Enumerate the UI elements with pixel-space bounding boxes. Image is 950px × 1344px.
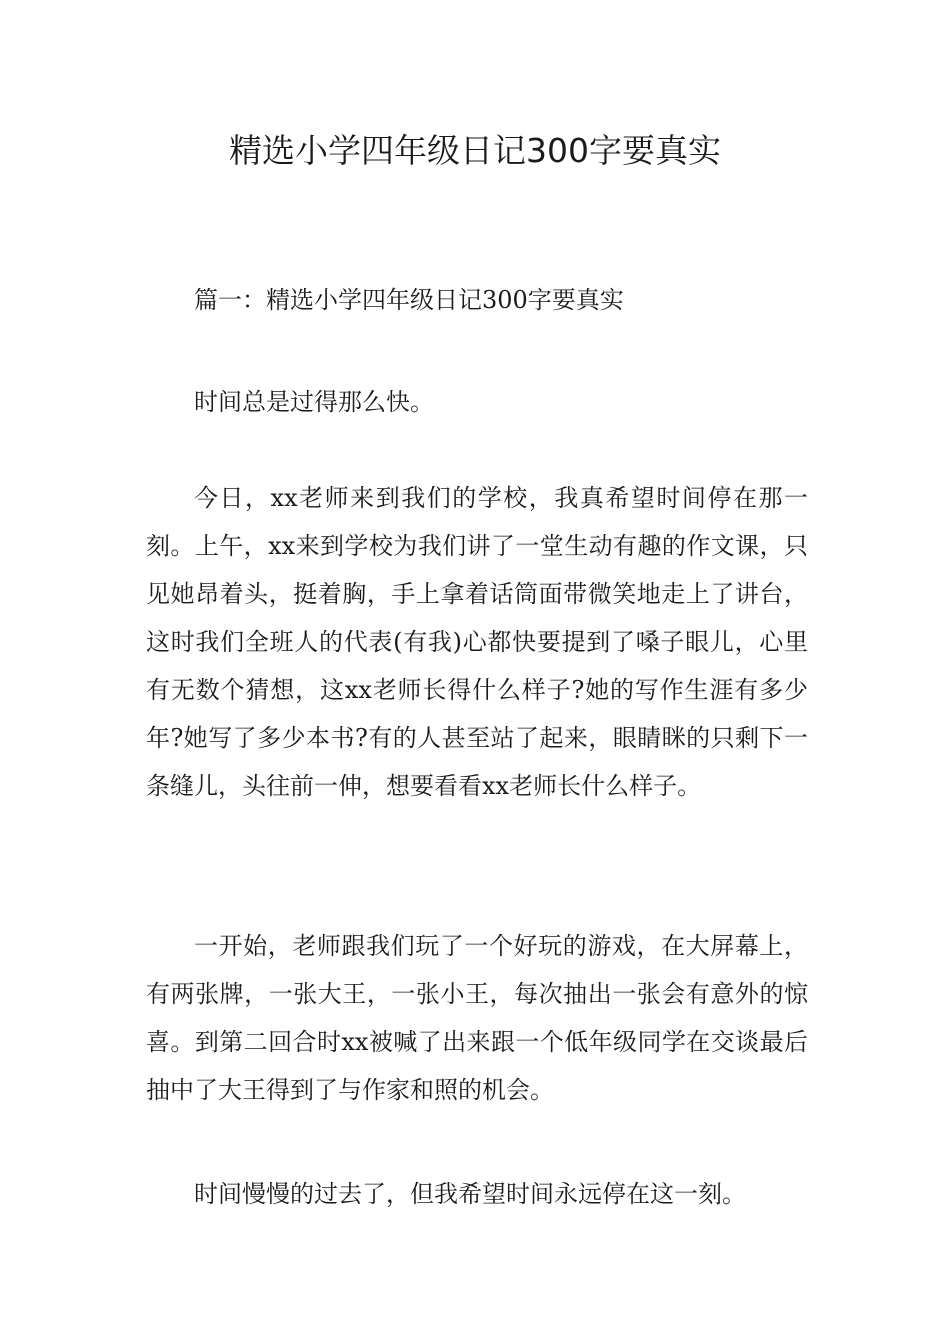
section-heading: 篇一：精选小学四年级日记300字要真实 — [194, 286, 624, 314]
document-title: 精选小学四年级日记300字要真实 — [229, 131, 721, 170]
body-paragraph: 时间慢慢的过去了，但我希望时间永远停在这一刻。 — [194, 1180, 746, 1208]
body-paragraph: 今日，xx老师来到我们的学校，我真希望时间停在那一刻。上午，xx来到学校为我们讲了一堂生动有趣的作文课，只见她昂着头，挺着胸，手上拿着话筒面带微笑地走上了讲台，这时我们全班人的代表(有我)心都快要提到了嗓子眼儿，心里有无数个猜想，这xx老师长得什么样子?她的写作生涯有多少年?她写了多少本书?有的人甚至站了起来，眼睛眯的只剩下一条缝儿，头往前一伸，想要看看xx老师长什么样子。 — [146, 484, 808, 800]
body-paragraph: 一开始，老师跟我们玩了一个好玩的游戏，在大屏幕上，有两张牌，一张大王，一张小王，每次抽出一张会有意外的惊喜。到第二回合时xx被喊了出来跟一个低年级同学在交谈最后抽中了大王得到了与作家和照的机会。 — [146, 932, 808, 1104]
body-paragraph: 时间总是过得那么快。 — [194, 388, 434, 416]
